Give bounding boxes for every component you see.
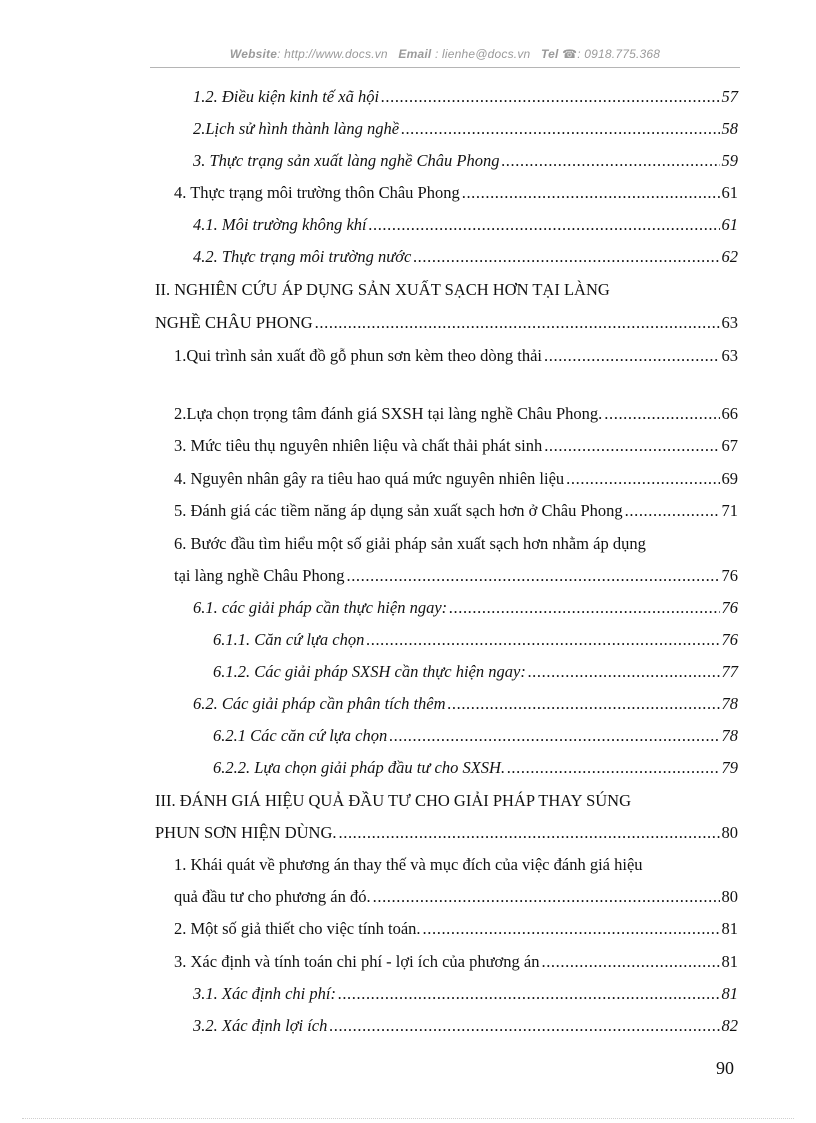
toc-entry: 2.Lịch sử hình thành làng nghề ..... 58	[193, 119, 738, 139]
toc-entry: quả đầu tư cho phương án đó. ..... 80	[174, 887, 738, 907]
toc-heading-line: III. ĐÁNH GIÁ HIỆU QUẢ ĐẦU TƯ CHO GIẢI PHÁP THAY SÚNG	[155, 791, 632, 810]
page-number: 90	[716, 1058, 734, 1078]
toc-entry: 2. Một số giả thiết cho việc tính toán. ..... 81	[174, 919, 738, 939]
toc-entry: 6.1. các giải pháp cần thực hiện ngay: ..... 76	[193, 598, 738, 618]
toc-entry: 4. Thực trạng môi trường thôn Châu Phong ..... 61	[174, 183, 738, 203]
tel-label: Tel	[541, 47, 559, 61]
toc-entry: 6.1.1. Căn cứ lựa chọn ..... 76	[213, 630, 738, 650]
tel-number: : 0918.775.368	[577, 47, 661, 61]
phone-icon: ☎	[562, 47, 578, 61]
toc-entry: 3. Mức tiêu thụ nguyên nhiên liệu và chất thải phát sinh ..... 67	[174, 436, 738, 456]
toc-entry: 1.Qui trình sản xuất đồ gỗ phun sơn kèm theo dòng thải ..... 63	[174, 346, 738, 366]
toc-entry: 3. Xác định và tính toán chi phí - lợi ích của phương án ..... 81	[174, 952, 738, 972]
toc-entry: 2.Lựa chọn trọng tâm đánh giá SXSH tại làng nghề Châu Phong. ..... 66	[174, 404, 738, 424]
toc-entry: 6.2.2. Lựa chọn giải pháp đầu tư cho SXSH. ..... 79	[213, 758, 738, 778]
toc-entry: 4. Nguyên nhân gây ra tiêu hao quá mức nguyên nhiên liệu ..... 69	[174, 469, 738, 489]
toc-heading-line: II. NGHIÊN CỨU ÁP DỤNG SẢN XUẤT SẠCH HƠN TẠI LÀNG	[155, 280, 610, 299]
toc-entry: 6.2. Các giải pháp cần phân tích thêm ..... 78	[193, 694, 738, 714]
toc-entry: 6.2.1 Các căn cứ lựa chọn ..... 78	[213, 726, 738, 746]
toc-entry: NGHỀ CHÂU PHONG ..... 63	[155, 313, 738, 333]
email-label: Email	[398, 47, 432, 61]
page-header	[150, 47, 740, 61]
toc-entry: 4.2. Thực trạng môi trường nước ..... 62	[193, 247, 738, 267]
toc-entry: PHUN SƠN HIỆN DÙNG. ..... 80	[155, 823, 738, 843]
toc-entry: 3.2. Xác định lợi ích ..... 82	[193, 1016, 738, 1036]
header-divider	[150, 67, 740, 68]
toc-entry: tại làng nghề Châu Phong ..... 76	[174, 566, 738, 586]
toc-entry: 3. Thực trạng sản xuất làng nghề Châu Phong ..... 59	[193, 151, 738, 171]
toc-entry: 5. Đánh giá các tiềm năng áp dụng sản xuất sạch hơn ở Châu Phong ..... 71	[174, 501, 738, 521]
email-address: : lienhe@docs.vn	[434, 47, 531, 61]
website-url: : http://www.docs.vn	[277, 47, 388, 61]
toc-entry: 3.1. Xác định chi phí: ..... 81	[193, 984, 738, 1004]
toc-heading-line: 6. Bước đầu tìm hiểu một số giải pháp sản xuất sạch hơn nhằm áp dụng	[174, 534, 646, 553]
footer-divider	[22, 1118, 794, 1119]
toc-heading-line: 1. Khái quát về phương án thay thế và mục đích của việc đánh giá hiệu	[174, 855, 643, 874]
website-label: Website	[229, 47, 278, 61]
toc-entry: 1.2. Điều kiện kinh tế xã hội ..... 57	[193, 87, 738, 107]
toc-entry: 6.1.2. Các giải pháp SXSH cần thực hiện ngay: ..... 77	[213, 662, 738, 682]
toc-entry: 4.1. Môi trường không khí ..... 61	[193, 215, 738, 235]
